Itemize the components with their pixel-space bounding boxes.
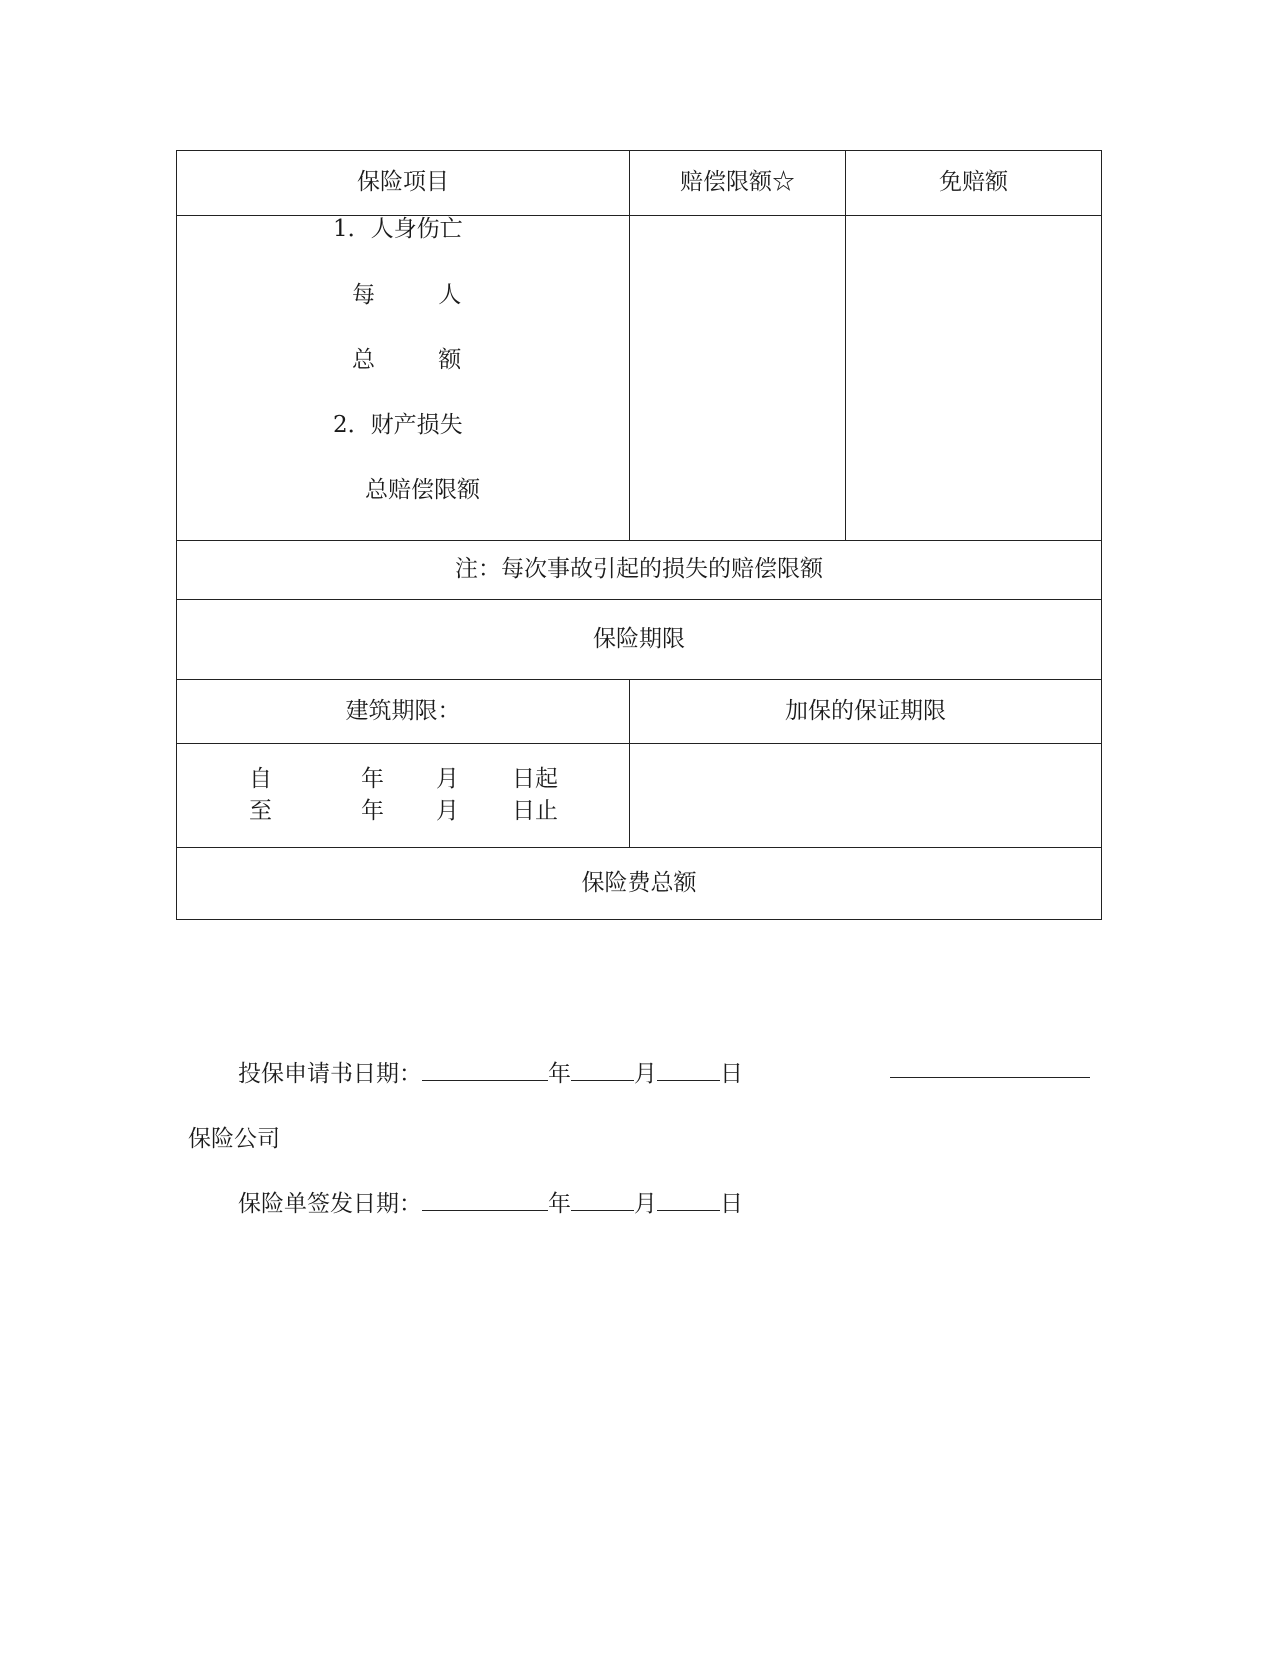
note-text: 注：每次事故引起的损失的赔偿限额 xyxy=(177,541,1102,600)
issue-date-label: 保险单签发日期： xyxy=(238,1191,422,1217)
issue-day-blank[interactable] xyxy=(657,1188,720,1211)
from-month: 月 xyxy=(436,766,459,792)
to-day-end: 日止 xyxy=(512,798,558,824)
issue-month-label: 月 xyxy=(634,1191,657,1217)
issue-month-blank[interactable] xyxy=(571,1188,634,1211)
table-header-row xyxy=(177,151,1102,216)
application-month-blank[interactable] xyxy=(571,1058,634,1081)
application-date-line xyxy=(238,1055,743,1088)
header-deductible: 免赔额 xyxy=(846,151,1102,216)
signature-line[interactable] xyxy=(890,1055,1090,1084)
limit-value-cell[interactable] xyxy=(630,216,846,541)
to-label: 至 xyxy=(249,798,272,824)
from-day-start: 日起 xyxy=(512,766,558,792)
items-cell xyxy=(177,216,630,541)
construction-period-label: 建筑期限： xyxy=(177,680,630,744)
period-title: 保险期限 xyxy=(177,600,1102,680)
item-total: 总 额 xyxy=(352,347,490,373)
from-label: 自 xyxy=(249,766,272,792)
to-year: 年 xyxy=(361,798,384,824)
item-property-loss: 2．财产损失 xyxy=(333,412,463,438)
issue-day-label: 日 xyxy=(720,1191,743,1217)
application-date-label: 投保申请书日期： xyxy=(238,1061,422,1087)
application-year-label: 年 xyxy=(548,1061,571,1087)
insurance-form-table xyxy=(176,150,1102,920)
application-month-label: 月 xyxy=(634,1061,657,1087)
premium-total: 保险费总额 xyxy=(177,848,1102,920)
from-year: 年 xyxy=(361,766,384,792)
insurer-label: 保险公司 xyxy=(188,1126,280,1152)
to-month: 月 xyxy=(436,798,459,824)
item-bodily-injury: 1．人身伤亡 xyxy=(333,216,463,242)
issue-date-line xyxy=(238,1185,743,1218)
period-labels-row xyxy=(177,680,1102,744)
issue-year-blank[interactable] xyxy=(422,1188,548,1211)
header-insurance-item: 保险项目 xyxy=(177,151,630,216)
item-total-limit: 总赔偿限额 xyxy=(365,477,480,503)
application-day-blank[interactable] xyxy=(657,1058,720,1081)
application-year-blank[interactable] xyxy=(422,1058,548,1081)
application-day-label: 日 xyxy=(720,1061,743,1087)
period-title-row xyxy=(177,600,1102,680)
warranty-period-value[interactable] xyxy=(630,744,1102,848)
item-per-person: 每 人 xyxy=(352,282,490,308)
items-row xyxy=(177,216,1102,541)
period-dates-row xyxy=(177,744,1102,848)
warranty-period-label: 加保的保证期限 xyxy=(630,680,1102,744)
note-row xyxy=(177,541,1102,600)
issue-year-label: 年 xyxy=(548,1191,571,1217)
signature-blank[interactable] xyxy=(890,1055,1090,1078)
deductible-value-cell[interactable] xyxy=(846,216,1102,541)
construction-period-dates[interactable] xyxy=(177,744,630,848)
premium-row xyxy=(177,848,1102,920)
header-limit: 赔偿限额☆ xyxy=(630,151,846,216)
